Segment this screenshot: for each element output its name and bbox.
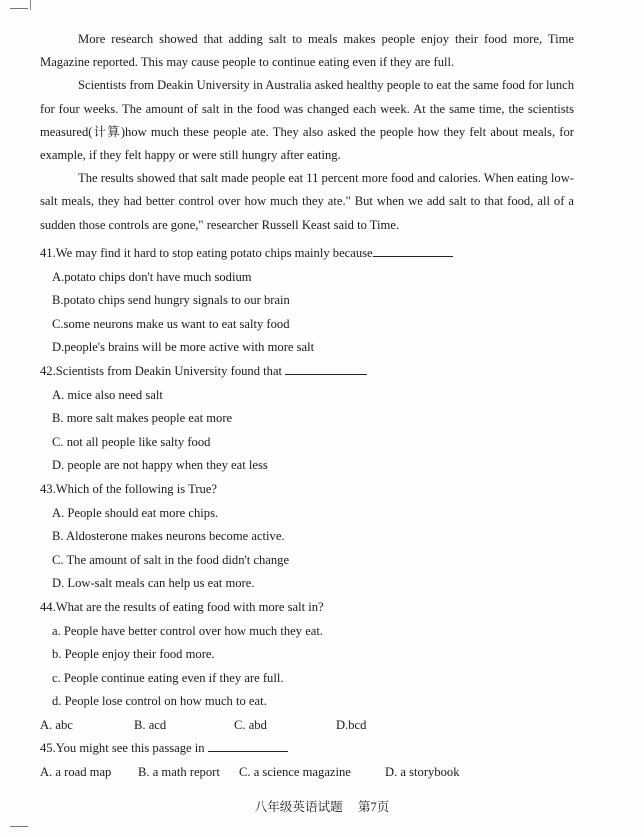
- statement-44-b: b. People enjoy their food more.: [52, 647, 215, 662]
- question-stem: 42.Scientists from Deakin University found that: [40, 363, 283, 378]
- option-41-a: A.potato chips don't have much sodium: [52, 269, 252, 284]
- choice-44-d: D.bcd: [336, 717, 367, 732]
- question-stem: 43.Which of the following is True?: [40, 481, 217, 496]
- passage-paragraph: More research showed that adding salt to meals makes people enjoy their food more, Time Magazine reported. This may cause people to continue eating even if they are full.: [40, 32, 574, 70]
- reading-passage: [40, 28, 574, 237]
- passage-paragraph: The results showed that salt made people eat 11 percent more food and calories. When eating low-salt meals, they had better control over how much they ate." But when we add salt to that food, all of a sudden those controls are gone," researcher Russell Keast said to Time.: [40, 171, 574, 232]
- choice-45-b: B. a math report: [138, 765, 220, 780]
- question-stem: 41.We may find it hard to stop eating potato chips mainly because: [40, 246, 373, 260]
- question-list: [40, 242, 600, 785]
- exam-title: 八年级英语试题: [254, 800, 343, 814]
- statement-44-a: a. People have better control over how much they eat.: [52, 623, 324, 638]
- question-44: [40, 596, 600, 620]
- answer-blank: [373, 244, 453, 257]
- option-41-b: B.potato chips send hungry signals to our brain: [52, 293, 290, 308]
- question-43: [40, 478, 600, 502]
- choice-44-b: B. acd: [134, 717, 167, 732]
- choices-45: [40, 761, 600, 785]
- option-43-c: C. The amount of salt in the food didn't change: [52, 552, 290, 567]
- option-42-c: C. not all people like salty food: [52, 434, 211, 449]
- crop-mark: [30, 0, 31, 10]
- choice-44-a: A. abc: [40, 717, 73, 732]
- option-42-d: D. people are not happy when they eat less: [52, 458, 268, 473]
- option-41-c: C.some neurons make us want to eat salty food: [52, 316, 290, 331]
- question-42: [40, 360, 600, 384]
- passage-paragraph: Scientists from Deakin University in Australia asked healthy people to eat the same food for lunch for four weeks. The amount of salt in the food was changed each week. At the same time, the scientists measured(计算)how much these people ate. They also asked the people how they felt about meals, for example, if they felt happy or were still hungry after eating.: [40, 78, 574, 163]
- option-43-d: D. Low-salt meals can help us eat more.: [52, 576, 255, 591]
- question-41: [40, 242, 600, 266]
- question-45: [40, 737, 600, 761]
- statement-44-d: d. People lose control on how much to eat.: [52, 694, 267, 709]
- option-41-d: D.people's brains will be more active with more salt: [52, 340, 315, 355]
- choices-44: [40, 714, 600, 738]
- question-stem: 45.You might see this passage in: [40, 741, 205, 756]
- crop-mark: [10, 8, 28, 9]
- choice-45-c: C. a science magazine: [239, 765, 351, 780]
- option-43-b: B. Aldosterone makes neurons become active.: [52, 529, 285, 544]
- crop-mark: [10, 826, 28, 827]
- answer-blank: [285, 362, 367, 375]
- page-number: 第7页: [357, 800, 390, 814]
- page-footer: [0, 796, 644, 815]
- question-stem: 44.What are the results of eating food with more salt in?: [40, 599, 324, 614]
- answer-blank: [208, 739, 288, 752]
- option-43-a: A. People should eat more chips.: [52, 505, 219, 520]
- option-42-a: A. mice also need salt: [52, 387, 163, 402]
- choice-45-a: A. a road map: [40, 765, 112, 780]
- choice-45-d: D. a storybook: [385, 765, 460, 780]
- option-42-b: B. more salt makes people eat more: [52, 411, 233, 426]
- statement-44-c: c. People continue eating even if they are full.: [52, 670, 284, 685]
- choice-44-c: C. abd: [234, 717, 267, 732]
